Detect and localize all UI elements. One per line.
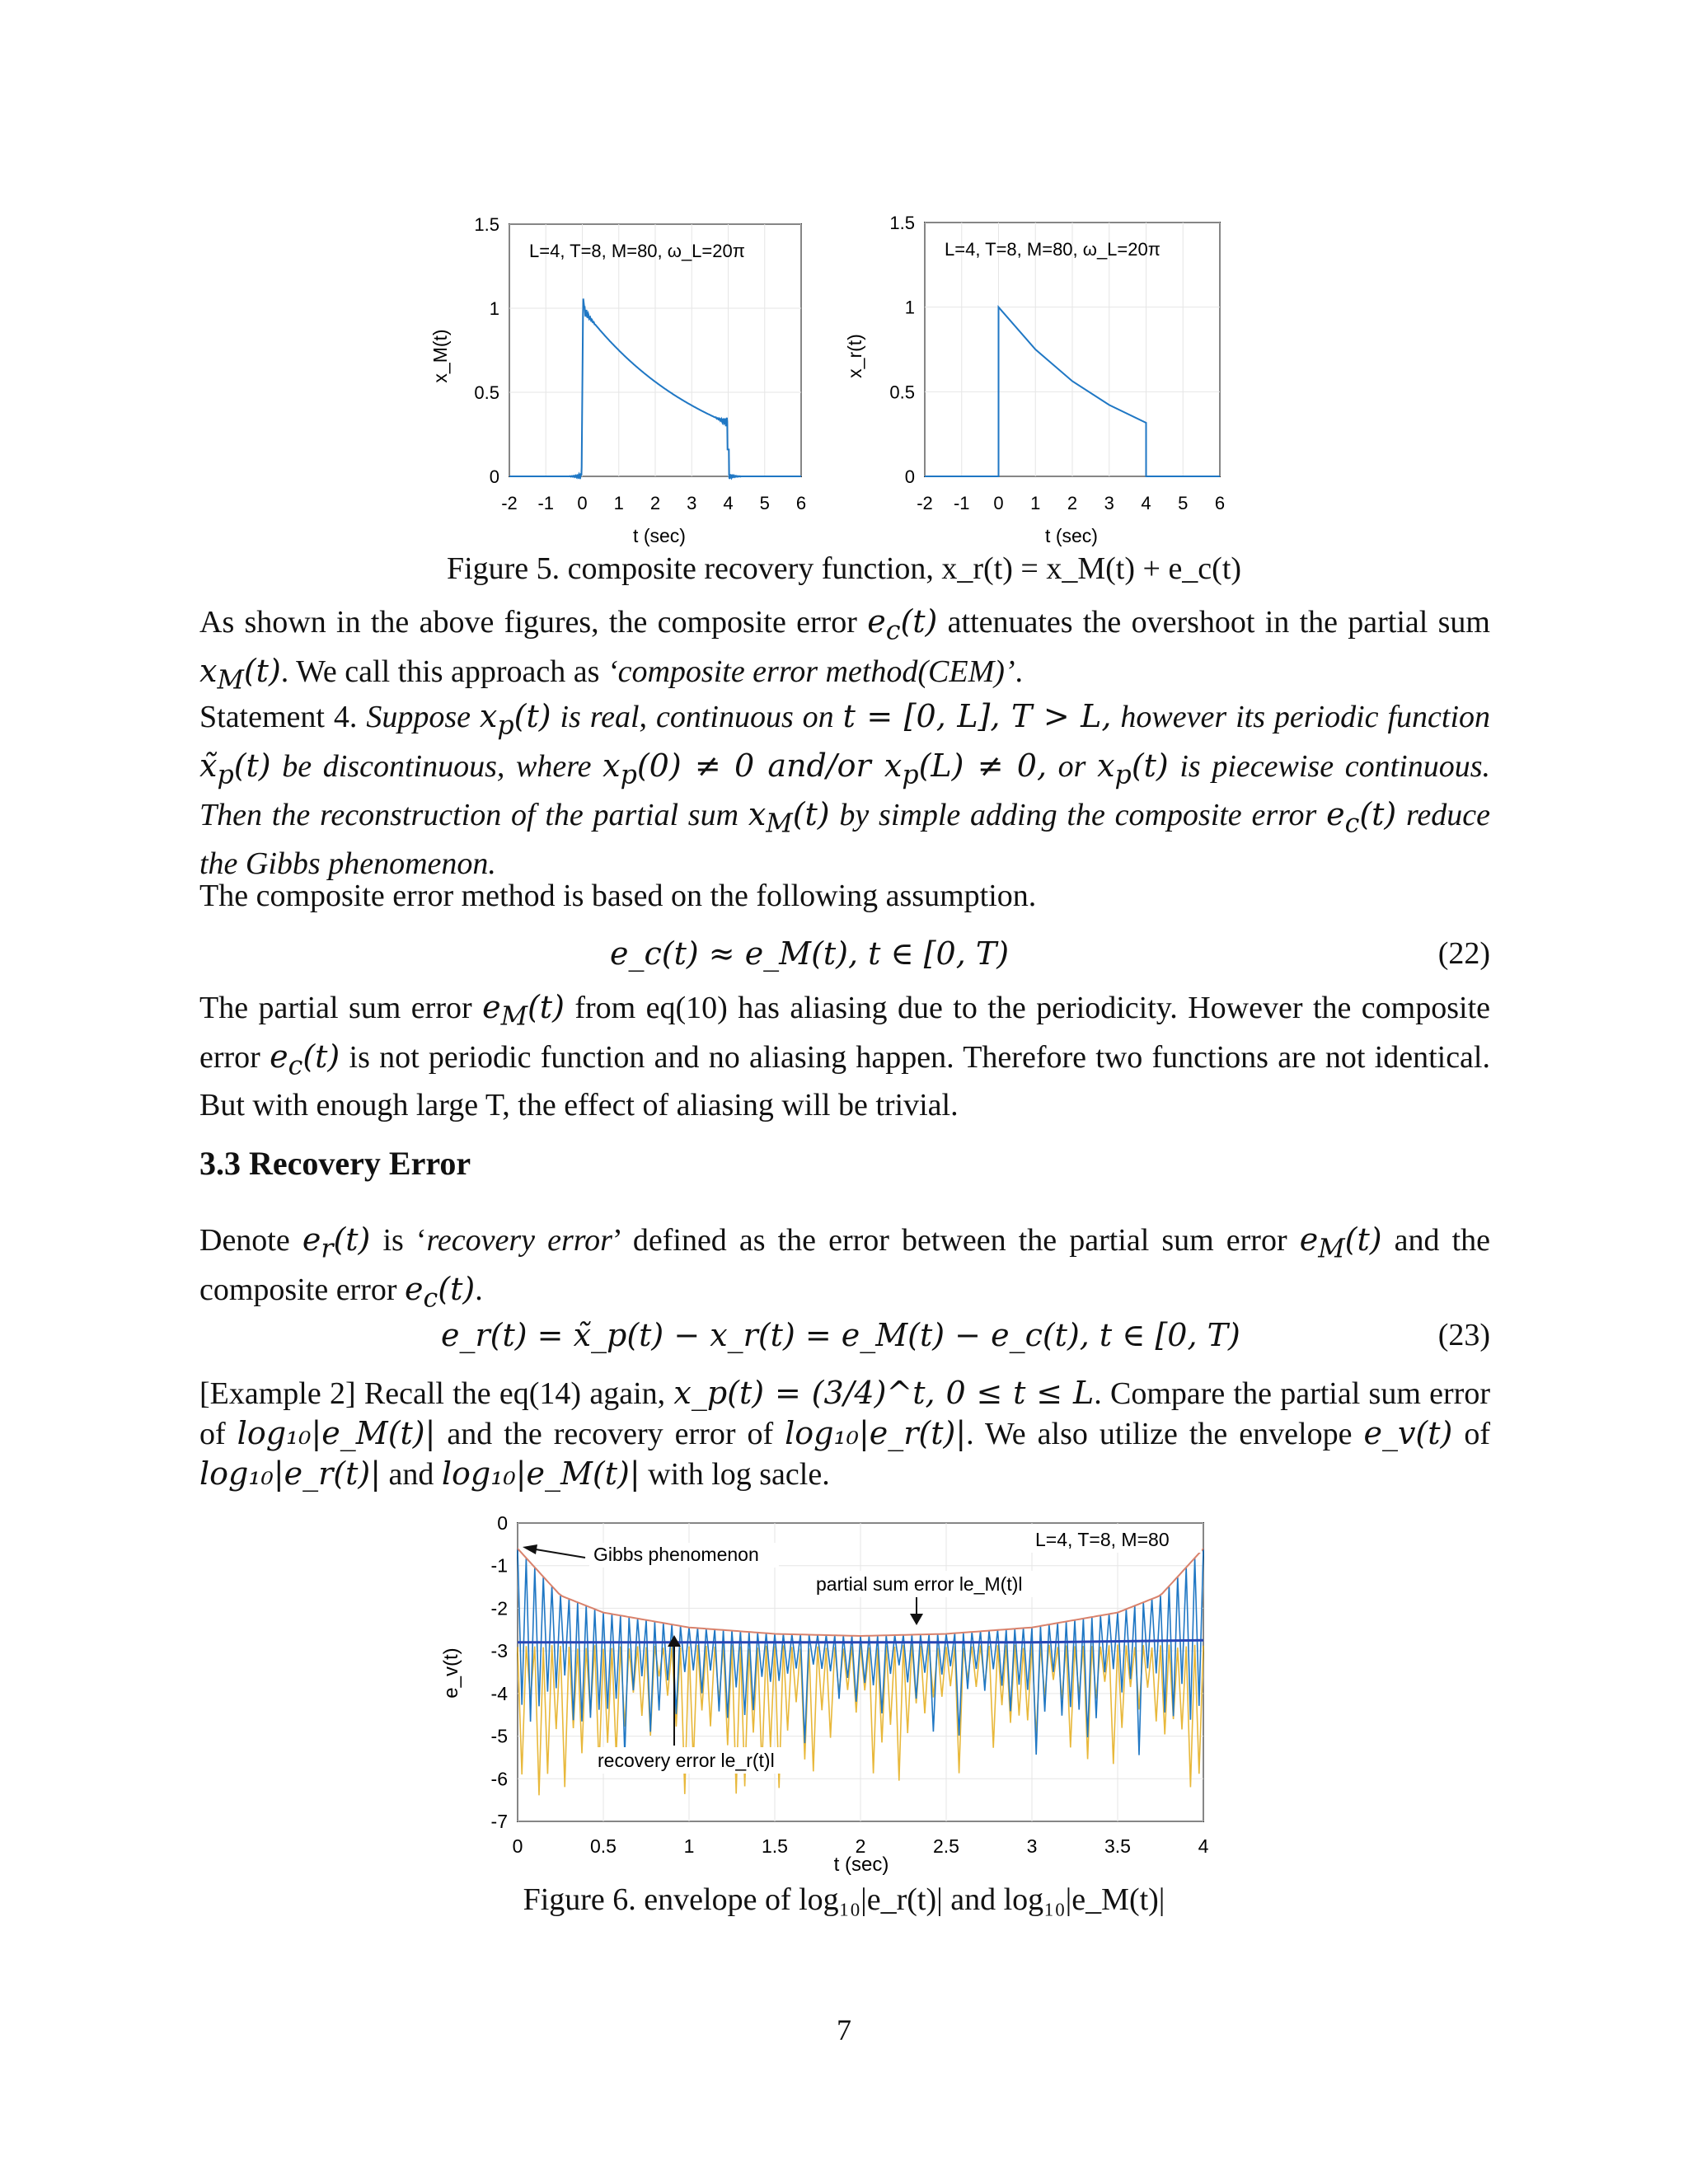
y-tick-label: 1.5	[474, 214, 499, 235]
x-tick-label: -2	[917, 493, 933, 513]
y-axis-label: x_M(t)	[429, 329, 451, 383]
y-tick-label: 0.5	[474, 382, 499, 403]
x-tick-label: 3	[687, 493, 697, 513]
x-tick-label: 4	[1198, 1835, 1209, 1857]
y-tick-label: -4	[490, 1682, 508, 1704]
x-tick-label: 2.5	[933, 1835, 959, 1857]
y-axis-label: e_v(t)	[440, 1647, 462, 1699]
y-tick-label: 0.5	[889, 382, 915, 403]
y-axis-label: x_r(t)	[844, 334, 865, 378]
x-tick-label: 3.5	[1104, 1835, 1131, 1857]
figure5-right-panel	[844, 213, 1225, 546]
figure-5	[412, 206, 1269, 552]
statement-4: Statement 4. Suppose $x_p(t)$ is real, continuous on t = [0, L], T > L, however its periodic function $x̃_p(t)$ be discontinuous, where $x_p(0) \ne 0$ and/or $x_p(L) \ne 0$, or $x_p(t)$ is piecewise continuous. Then the reconstruction of the partial sum $x_M(t)$ by simple adding the composite error $e_c(t)$ reduce the Gibbs phenomenon.	[199, 698, 1491, 881]
x-axis-label: t (sec)	[1045, 525, 1098, 546]
y-tick-label: -1	[490, 1554, 508, 1577]
x-tick-label: 1	[613, 493, 624, 513]
equation-22: e_c(t) ≈ e_M(t), t ∈ [0, T)	[610, 935, 1010, 972]
x-tick-label: 4	[1141, 493, 1151, 513]
paragraph-example-2: [Example 2] Recall the eq(14) again, x_p(t) = (3/4)^t, 0 ≤ t ≤ L. Compare the partial sum error of log₁₀|e_M(t)| and the recovery error of log₁₀|e_r(t)|. We also utilize the envelope e_v(t) of log₁₀|e_r(t)| and log₁₀|e_M(t)| with log sacle.	[199, 1375, 1491, 1492]
x-tick-label: 2	[649, 493, 661, 513]
annotation-gibbs: Gibbs phenomenon	[593, 1544, 759, 1565]
y-tick-label: 0	[904, 466, 915, 487]
x-tick-label: 4	[723, 493, 734, 513]
x-tick-label: 0	[993, 493, 1004, 513]
x-tick-label: 3	[1104, 493, 1114, 513]
paragraph-cem: As shown in the above figures, the composite error $e_c(t)$ attenuates the overshoot in the partial sum $x_M(t)$. We call this approach as ‘composite error method(CEM)’.	[199, 603, 1490, 696]
y-tick-label: -5	[490, 1725, 508, 1747]
y-tick-label: -6	[490, 1768, 508, 1790]
x-tick-label: -2	[501, 493, 518, 513]
panel-title: L=4, T=8, M=80, ω_L=20π	[945, 239, 1160, 260]
x-tick-label: 0.5	[590, 1835, 617, 1857]
x-tick-label: 2	[1067, 493, 1078, 513]
x-tick-label: 6	[795, 493, 807, 513]
x-axis-label: t (sec)	[633, 525, 686, 546]
y-tick-label: -3	[490, 1640, 508, 1662]
paragraph-assumption: The composite error method is based on the following assumption.	[199, 879, 1037, 913]
paragraph-aliasing: The partial sum error $e_M(t)$ from eq(10) has aliasing due to the periodicity. However the composite error $e_c(t)$ is not periodic function and no aliasing happen. Therefore two functions are not identical. But with enough large T, the effect of aliasing will be trivial.	[199, 989, 1490, 1123]
y-tick-label: 1	[904, 297, 915, 318]
figure-5-caption: Figure 5. composite recovery function, x_r(t) = x_M(t) + e_c(t)	[446, 551, 1242, 586]
equation-22-number: (22)	[1437, 936, 1490, 971]
figure-6	[412, 1508, 1220, 1887]
x-tick-label: 1.5	[762, 1835, 788, 1857]
section-heading: 3.3 Recovery Error	[199, 1145, 471, 1182]
y-tick-label: 1	[489, 298, 499, 319]
x-tick-label: 2	[855, 1835, 866, 1857]
x-tick-label: 3	[1026, 1835, 1038, 1857]
x-axis-label: t (sec)	[833, 1854, 889, 1876]
y-tick-label: -7	[490, 1811, 508, 1832]
y-tick-label: -2	[490, 1597, 508, 1619]
x-tick-label: 6	[1214, 493, 1226, 513]
figure5-left-panel	[429, 214, 806, 546]
paragraph-recovery-error: Denote $e_r(t)$ is ‘recovery error’ defined as the error between the partial sum error $e_M(t)$ and the composite error $e_c(t)$.	[199, 1221, 1490, 1314]
chart-title: L=4, T=8, M=80	[1035, 1529, 1170, 1550]
equation-23: e_r(t) = x̃_p(t) − x_r(t) = e_M(t) − e_c(t), t ∈ [0, T)	[441, 1317, 1240, 1353]
y-tick-label: 0	[497, 1512, 508, 1534]
x-tick-label: 0	[512, 1835, 523, 1857]
annotation-recovery-error: recovery error le_r(t)l	[598, 1750, 775, 1771]
panel-title: L=4, T=8, M=80, ω_L=20π	[529, 241, 745, 261]
page-number: 7	[837, 2013, 851, 2046]
x-tick-label: -1	[953, 493, 970, 513]
x-tick-label: 1	[1030, 493, 1041, 513]
y-tick-label: 1.5	[889, 213, 915, 233]
x-tick-label: -1	[537, 493, 555, 513]
equation-23-number: (23)	[1437, 1318, 1490, 1352]
annotation-partial-sum-error: partial sum error le_M(t)l	[816, 1573, 1023, 1595]
x-tick-label: 5	[759, 493, 770, 513]
x-tick-label: 0	[577, 493, 588, 513]
figure-6-caption: Figure 6. envelope of log₁₀|e_r(t)| and log₁₀|e_M(t)|	[523, 1882, 1165, 1917]
y-tick-label: 0	[489, 466, 499, 487]
x-tick-label: 1	[683, 1835, 695, 1857]
x-tick-label: 5	[1178, 493, 1189, 513]
